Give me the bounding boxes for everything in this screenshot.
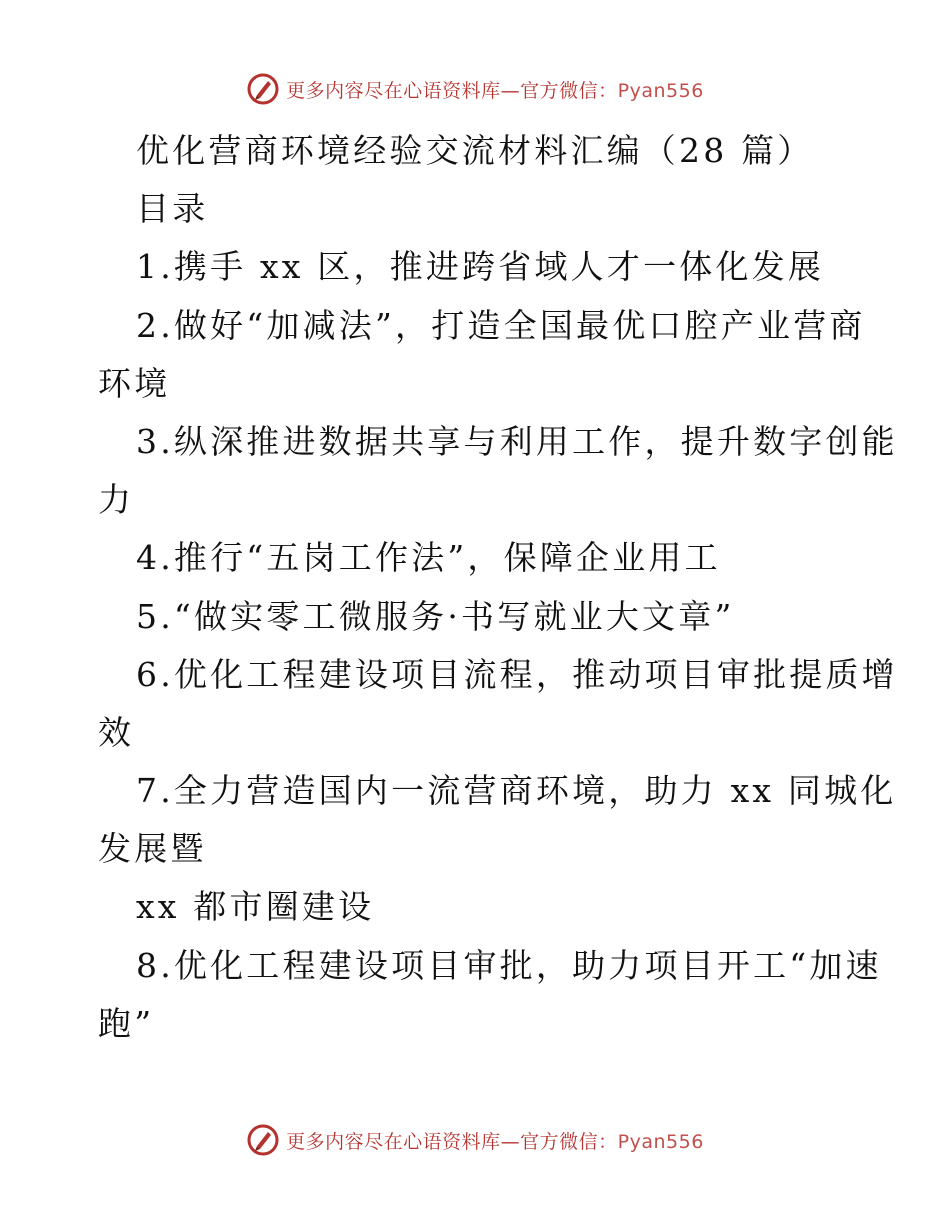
toc-line: 6.优化工程建设项目流程，推动项目审批提质增 <box>136 654 898 694</box>
toc-line: 7.全力营造国内一流营商环境，助力 xx 同城化 <box>136 771 897 811</box>
toc-list <box>98 238 898 1053</box>
toc-line: 5.“做实零工微服务·书写就业大文章” <box>136 596 735 636</box>
toc-line: 4.推行“五岗工作法”，保障企业用工 <box>136 538 721 578</box>
toc-line: 跑” <box>98 1003 155 1043</box>
header-watermark <box>0 72 950 106</box>
toc-line: 效 <box>98 712 135 752</box>
watermark-text: 更多内容尽在心语资料库—官方微信：Pyan556 <box>286 79 704 102</box>
document-title: 优化营商环境经验交流材料汇编（28 篇） <box>136 131 814 170</box>
toc-line: 2.做好“加减法”，打造全国最优口腔产业营商 <box>136 305 866 345</box>
toc-line: 1.携手 xx 区，推进跨省域人才一体化发展 <box>136 247 825 287</box>
pen-logo-icon <box>246 1123 280 1157</box>
footer-watermark <box>0 1123 950 1157</box>
toc-line: 力 <box>98 480 135 520</box>
toc-line: xx 都市圈建设 <box>136 887 375 927</box>
toc-heading: 目录 <box>136 189 209 229</box>
watermark-text: 更多内容尽在心语资料库—官方微信：Pyan556 <box>286 1130 704 1153</box>
pen-logo-icon <box>246 72 280 106</box>
toc-line: 3.纵深推进数据共享与利用工作，提升数字创能 <box>136 421 898 461</box>
toc-line: 发展暨 <box>98 829 207 869</box>
document-body <box>98 122 898 1053</box>
toc-line: 8.优化工程建设项目审批，助力项目开工“加速 <box>136 945 882 985</box>
toc-line: 环境 <box>98 363 171 403</box>
